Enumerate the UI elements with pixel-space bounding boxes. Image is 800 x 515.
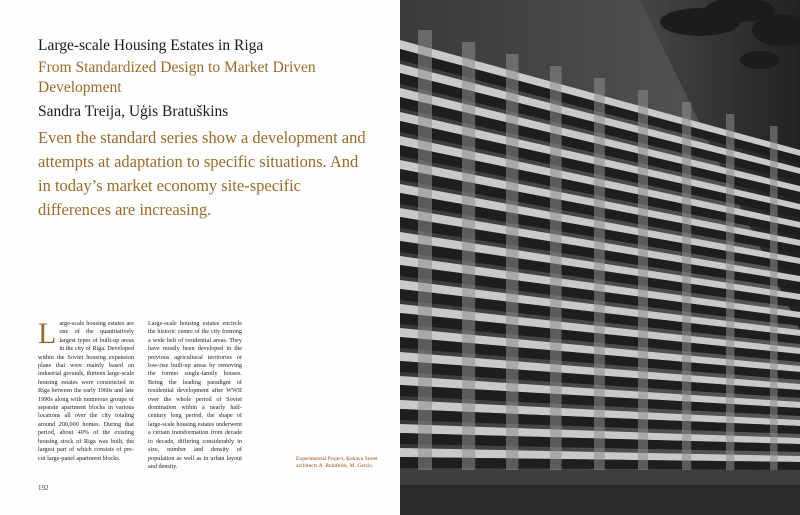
- body-column-2: [148, 320, 242, 471]
- brick-pier: [726, 114, 734, 470]
- brick-pier: [550, 66, 562, 470]
- brick-pier: [638, 90, 648, 470]
- page-number: 192: [38, 484, 49, 492]
- brick-pier: [462, 42, 475, 470]
- article-authors: Sandra Treija, Uģis Bratuškins: [38, 103, 229, 120]
- brick-pier: [418, 30, 432, 470]
- brick-pier: [770, 126, 778, 470]
- lead-paragraph: Even the standard series show a development and attempts at adaptation to specific situations. And in today’s market economy site-specific differences are increasing.: [38, 128, 366, 219]
- brick-pier: [682, 102, 691, 470]
- building-photo-illustration: [400, 0, 800, 515]
- body-column-1-text: arge-scale housing estates are one of the quantitatively largest types of built-up areas in the city of Riga. Developed within the Soviet housing expansion plans that were mainly based on industrial grounds, thirteen large-scale housing estates were constructed in Riga between the early 1960s and late 1990s along with numerous groups of separate apartment blocks in various locations all over the city totaling around 200,000 homes. During that period, about 40% of the existing housing stock of Riga was built, the largest part of which consists of pre-cut large-panel apartment blocks.: [38, 320, 134, 462]
- article-subtitle: From Standardized Design to Market Driven Development: [38, 59, 316, 96]
- body-column-1: [38, 317, 134, 463]
- photo-caption: Experimental Project, Ķekava Street architects A. Reinfelds, M. Gelzis.: [296, 456, 378, 469]
- drop-cap: L: [38, 317, 57, 350]
- brick-pier: [506, 54, 518, 470]
- body-column-2-text: Large-scale housing estates encircle the historic centre of the city forming a wide belt of residential areas. They have mostly been developed in the previous agricultural territories or low-rise built-up areas by removing the former single-family houses. Being the leading paradigm of residential development after WWII over the whole period of Soviet domination within a nearly half-century long period, the shape of large-scale housing estates underwent a certain transformation from decade to decade, differing considerably in size, number and density of population as well as in urban layout and density.: [148, 320, 242, 470]
- brick-pier: [594, 78, 605, 470]
- building-photo: [400, 0, 800, 515]
- article-title: Large-scale Housing Estates in Riga: [38, 37, 264, 54]
